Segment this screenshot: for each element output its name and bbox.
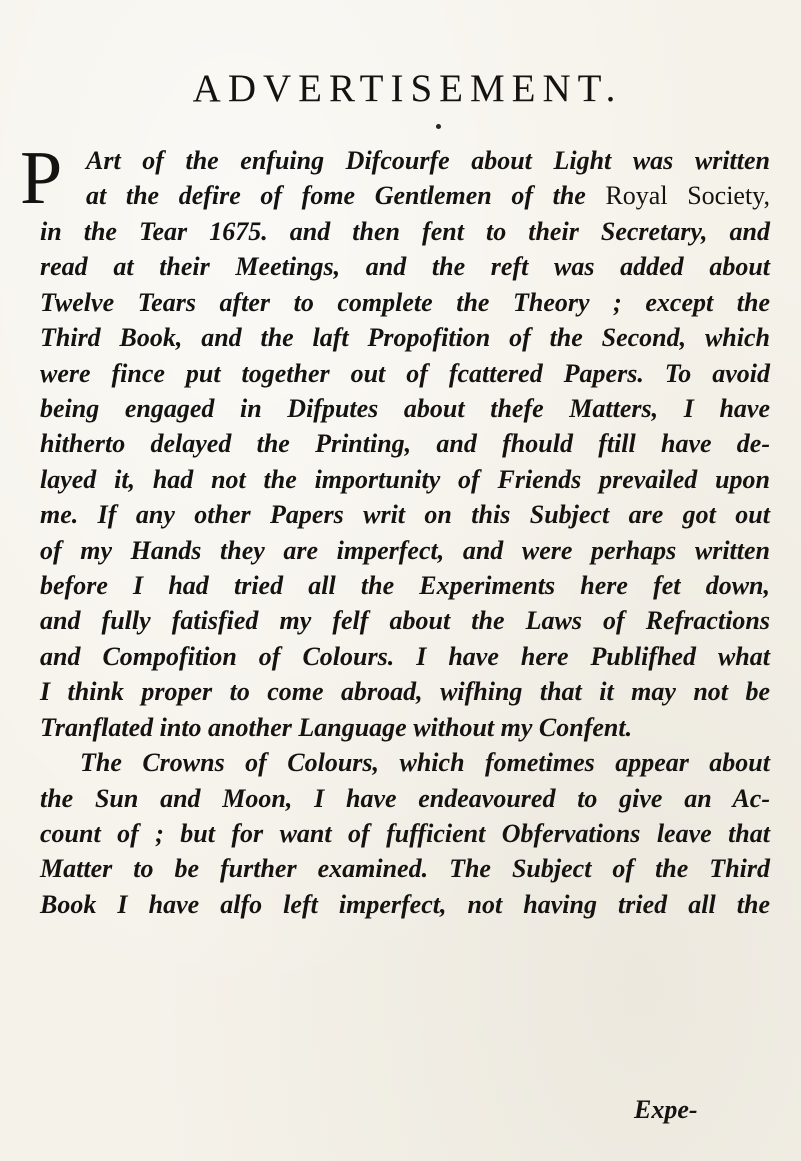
text-line-4: read at their Meetings, and the reft was added about bbox=[40, 252, 770, 282]
royal-society-text: Royal Society, bbox=[605, 181, 770, 211]
text-line-15: and Compofition of Colours. I have here Publifhed what bbox=[40, 641, 770, 671]
text-line-19: the Sun and Moon, I have endeavoured to give an Ac- bbox=[40, 783, 770, 813]
text-line-20: count of ; but for want of fufficient Obfervations leave that bbox=[40, 818, 770, 848]
text-line-3: in the Tear 1675. and then fent to their Secretary, and bbox=[40, 217, 770, 246]
catchword: Expe- bbox=[634, 1095, 698, 1124]
text-line-8: being engaged in Difputes about thefe Matters, I have bbox=[40, 394, 770, 424]
text-line-6: Third Book, and the laft Propofition of the Second, which bbox=[40, 323, 770, 353]
text-line-2 bbox=[86, 178, 770, 213]
page-heading: ADVERTISEMENT. bbox=[192, 67, 623, 110]
text-line-22: Book I have alfo left imperfect, not having tried all the bbox=[40, 889, 770, 919]
body-paragraphs bbox=[40, 214, 770, 922]
text-line-7: were fince put together out of fcattered Papers. To avoid bbox=[40, 358, 770, 388]
text-line-18: The Crowns of Colours, which fometimes appear about bbox=[80, 748, 770, 778]
text-line-1: Art of the enfuing Difcourfe about Light was written bbox=[86, 146, 770, 175]
text-line-21: Matter to be further examined. The Subject of the Third bbox=[40, 854, 770, 884]
text-line-16: I think proper to come abroad, wifhing that it may not be bbox=[40, 677, 770, 707]
first-lines bbox=[86, 143, 770, 214]
text-line-2-italic: at the defire of fome Gentlemen of the bbox=[86, 181, 606, 211]
text-line-9: hitherto delayed the Printing, and fhould ftill have de- bbox=[40, 429, 770, 459]
text-line-10: layed it, had not the importunity of Friends prevailed upon bbox=[40, 464, 770, 494]
text-line-14: and fully fatisfied my felf about the Laws of Refractions bbox=[40, 606, 770, 636]
text-line-13: before I had tried all the Experiments here fet down, bbox=[40, 571, 770, 601]
ornament-dot bbox=[436, 124, 441, 129]
text-line-11: me. If any other Papers writ on this Subject are got out bbox=[40, 500, 770, 530]
text-line-5: Twelve Tears after to complete the Theory ; except the bbox=[40, 287, 770, 317]
text-line-17: Tranflated into another Language without my Confent. bbox=[40, 712, 633, 742]
text-line-12: of my Hands they are imperfect, and were perhaps written bbox=[40, 535, 770, 565]
drop-cap: P bbox=[20, 136, 63, 220]
